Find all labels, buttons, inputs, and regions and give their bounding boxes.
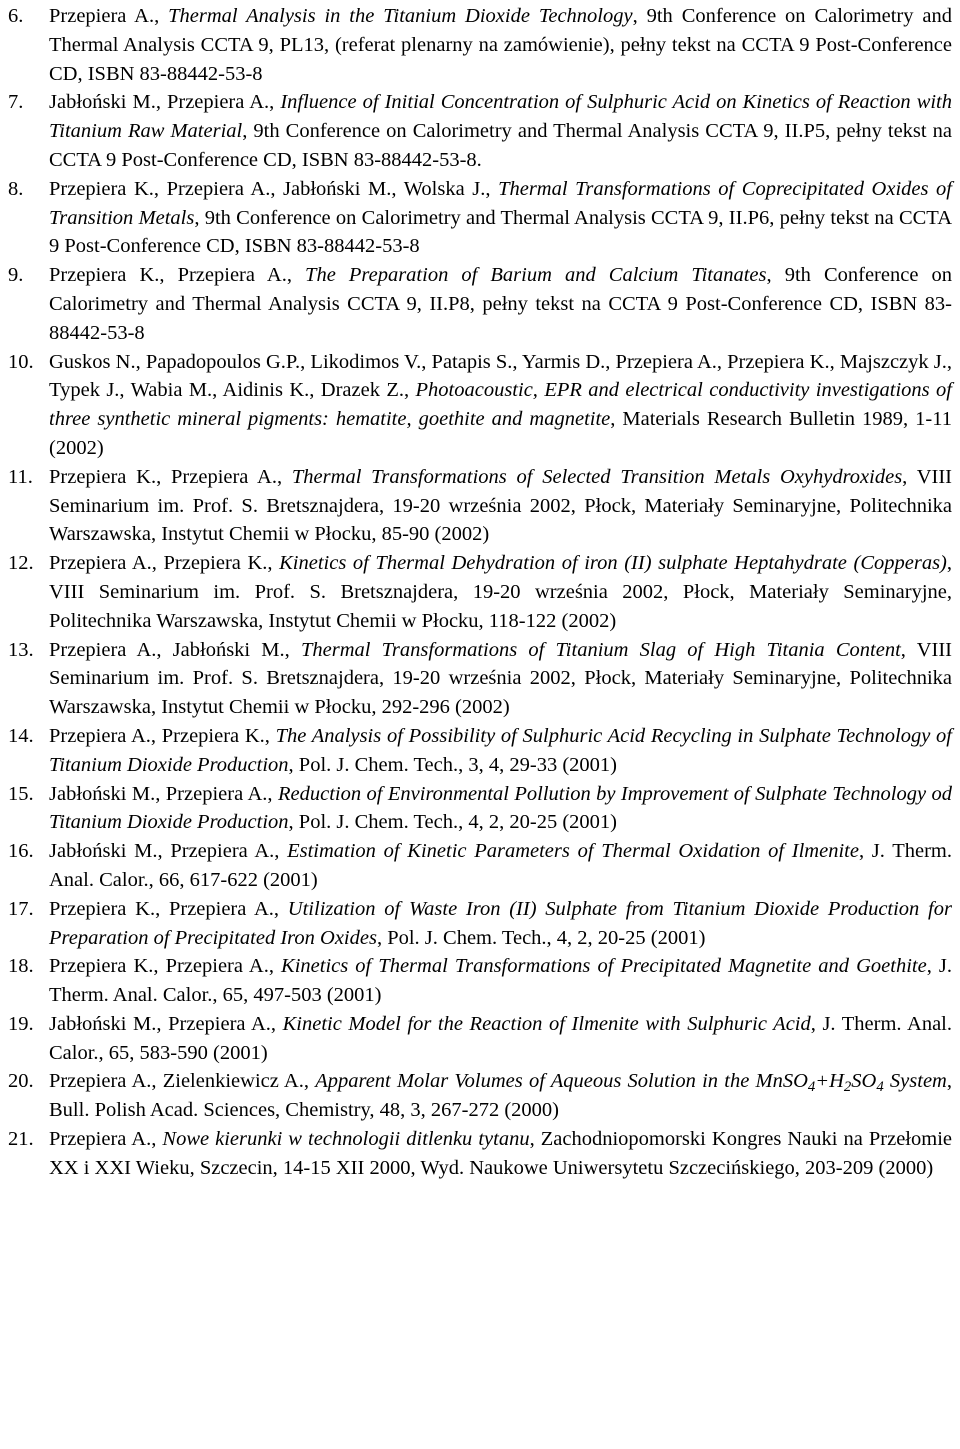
- reference-text: [49, 639, 952, 719]
- reference-title-segment: The Analysis of Possibility of Sulphuric Acid Recycling in Sulphate Technology of Titanium Dioxide Production: [49, 724, 952, 776]
- reference-number: 9.: [8, 264, 24, 287]
- reference-title-segment: Utilization of Waste Iron (II) Sulphate from Titanium Dioxide Production for Preparation of Precipitated Iron Oxides: [49, 897, 952, 949]
- reference-segment: , 9th Conference on Calorimetry and Thermal Analysis CCTA 9, II.P5, pełny tekst na CCTA 9 Post-Conference CD, ISBN 83-88442-53-8.: [49, 120, 952, 171]
- reference-text: [49, 264, 952, 344]
- reference-title-segment: System: [883, 1070, 947, 1093]
- reference-title-segment: Photoacoustic, EPR and electrical conductivity investigations of three synthetic mineral pigments: hematite, goethite and magnetite: [49, 379, 953, 431]
- reference-item: [8, 722, 952, 780]
- reference-number: 10.: [8, 350, 34, 373]
- reference-segment: , Pol. J. Chem. Tech., 3, 4, 29-33 (2001): [288, 753, 617, 776]
- reference-segment: , Pol. J. Chem. Tech., 4, 2, 20-25 (2001): [376, 926, 706, 949]
- reference-segment: Przepiera K., Przepiera A.,: [49, 955, 282, 978]
- reference-text: [49, 5, 952, 85]
- reference-segment: Przepiera A., Przepiera K.,: [49, 724, 276, 747]
- reference-number: 17.: [8, 897, 34, 920]
- reference-title-segment: Apparent Molar Volumes of Aqueous Solution in the MnSO: [315, 1070, 808, 1093]
- reference-segment: , Zachodniopomorski Kongres Nauki na Przełomie XX i XXI Wieku, Szczecin, 14-15 XII 2000, Wyd. Naukowe Uniwersytetu Szczecińskiego, 203-209 (2000): [49, 1128, 952, 1179]
- reference-title-segment: Estimation of Kinetic Parameters of Thermal Oxidation of Ilmenite: [287, 840, 859, 863]
- reference-item: [8, 261, 952, 347]
- reference-segment: , VIII Seminarium im. Prof. S. Bretsznajdera, 19-20 września 2002, Płock, Materiały Seminaryjne, Politechnika Warszawska, Instytut Chemii w Płocku, 118-122 (2002): [49, 552, 952, 632]
- reference-segment: Przepiera K., Przepiera A.,: [49, 465, 292, 488]
- reference-title-segment: Kinetic Model for the Reaction of Ilmenite with Sulphuric Acid: [282, 1012, 811, 1035]
- reference-segment: Jabłoński M., Przepiera A.,: [49, 1012, 283, 1035]
- reference-number: 18.: [8, 955, 34, 978]
- reference-title-segment: Nowe kierunki w technologii ditlenku tytanu: [162, 1128, 530, 1151]
- reference-text: [49, 178, 952, 258]
- reference-item: [8, 88, 952, 174]
- reference-segment: Jabłoński M., Przepiera A.,: [49, 91, 281, 114]
- reference-title-segment: Kinetics of Thermal Transformations of Precipitated Magnetite and Goethite: [281, 955, 927, 978]
- reference-segment: Przepiera K., Przepiera A.,: [49, 897, 288, 920]
- reference-segment: Przepiera A., Przepiera K.,: [49, 552, 280, 575]
- reference-number: 14.: [8, 724, 34, 747]
- reference-title-segment: 4: [876, 1079, 884, 1096]
- reference-segment: Przepiera K., Przepiera A.,: [49, 264, 306, 287]
- reference-item: [8, 348, 952, 463]
- reference-item: [8, 1010, 952, 1068]
- reference-text: [49, 783, 952, 834]
- reference-title-segment: Reduction of Environmental Pollution by Improvement of Sulphate Technology od Titanium Dioxide Production: [49, 782, 952, 834]
- reference-title-segment: Thermal Analysis in the Titanium Dioxide Technology: [168, 5, 633, 27]
- reference-number: 16.: [8, 840, 34, 863]
- reference-number: 8.: [8, 177, 24, 200]
- reference-item: [8, 780, 952, 838]
- reference-title-segment: 4: [807, 1079, 816, 1096]
- reference-title-segment: +H: [815, 1070, 844, 1093]
- reference-title-segment: Kinetics of Thermal Dehydration of iron (II) sulphate Heptahydrate (Copperas): [279, 552, 947, 575]
- reference-text: [49, 725, 952, 776]
- reference-segment: , Pol. J. Chem. Tech., 4, 2, 20-25 (2001): [288, 811, 617, 834]
- reference-item: [8, 636, 952, 722]
- reference-text: [49, 1128, 952, 1179]
- reference-number: 11.: [8, 465, 33, 488]
- reference-segment: Przepiera A., Zielenkiewicz A.,: [49, 1070, 316, 1093]
- reference-title-segment: Influence of Initial Concentration of Sulphuric Acid on Kinetics of Reaction with Titanium Raw Material: [49, 91, 953, 143]
- reference-item: [8, 837, 952, 895]
- reference-list: [8, 2, 952, 1183]
- reference-text: [49, 955, 952, 1006]
- reference-item: [8, 895, 952, 953]
- reference-title-segment: SO: [851, 1070, 877, 1093]
- reference-title-segment: Thermal Transformations of Selected Transition Metals Oxyhydroxides: [291, 465, 903, 488]
- reference-item: [8, 1125, 952, 1183]
- reference-segment: , 9th Conference on Calorimetry and Thermal Analysis CCTA 9, II.P8, pełny tekst na CCTA 9 Post-Conference CD, ISBN 83-88442-53-8: [49, 264, 952, 344]
- reference-segment: Przepiera A.,: [49, 1128, 163, 1151]
- reference-text: [49, 552, 952, 632]
- reference-text: [49, 1013, 952, 1064]
- reference-item: [8, 549, 952, 635]
- reference-segment: , J. Therm. Anal. Calor., 66, 617-622 (2001): [49, 840, 952, 891]
- reference-segment: , Materials Research Bulletin 1989, 1-11 (2002): [49, 408, 952, 459]
- reference-segment: , 9th Conference on Calorimetry and Thermal Analysis CCTA 9, PL13, (referat plenarny na zamówienie), pełny tekst na CCTA 9 Post-Conference CD, ISBN 83-88442-53-8: [49, 5, 952, 85]
- reference-segment: Przepiera K., Przepiera A., Jabłoński M., Wolska J.,: [49, 177, 499, 200]
- reference-number: 13.: [8, 638, 34, 661]
- reference-item: [8, 2, 952, 88]
- reference-number: 7.: [8, 91, 24, 114]
- reference-segment: Jabłoński M., Przepiera A.,: [49, 840, 288, 863]
- reference-number: 6.: [8, 5, 24, 27]
- reference-segment: Przepiera A.,: [49, 5, 169, 27]
- reference-text: [49, 91, 952, 171]
- reference-number: 20.: [8, 1070, 34, 1093]
- reference-number: 19.: [8, 1012, 34, 1035]
- reference-segment: , Bull. Polish Acad. Sciences, Chemistry, 48, 3, 267-272 (2000): [49, 1070, 952, 1122]
- reference-segment: Jabłoński M., Przepiera A.,: [49, 782, 278, 805]
- reference-title-segment: 2: [843, 1079, 852, 1096]
- reference-item: [8, 1067, 952, 1125]
- reference-segment: , 9th Conference on Calorimetry and Thermal Analysis CCTA 9, II.P6, pełny tekst na CCTA 9 Post-Conference CD, ISBN 83-88442-53-8: [49, 206, 952, 258]
- reference-item: [8, 952, 952, 1010]
- reference-segment: , J. Therm. Anal. Calor., 65, 583-590 (2001): [49, 1012, 952, 1064]
- reference-segment: , VIII Seminarium im. Prof. S. Bretsznajdera, 19-20 września 2002, Płock, Materiały Seminaryjne, Politechnika Warszawska, Instytut Chemii w Płocku, 292-296 (2002): [49, 638, 952, 719]
- reference-text: [49, 351, 952, 459]
- reference-title-segment: Thermal Transformations of Coprecipitated Oxides of Transition Metals: [49, 177, 953, 229]
- reference-segment: , J. Therm. Anal. Calor., 65, 497-503 (2001): [49, 955, 952, 1007]
- reference-title-segment: The Preparation of Barium and Calcium Titanates: [305, 264, 767, 287]
- reference-number: 21.: [8, 1128, 34, 1151]
- reference-text: [49, 898, 952, 949]
- reference-number: 15.: [8, 782, 34, 805]
- reference-item: [8, 175, 952, 261]
- reference-segment: Guskos N., Papadopoulos G.P., Likodimos V., Patapis S., Yarmis D., Przepiera A., Przepiera K., Majszczyk J., Typek J., Wabia M., Aidinis K., Drazek Z.,: [49, 350, 952, 402]
- reference-number: 12.: [8, 552, 34, 575]
- reference-text: [49, 1070, 952, 1121]
- reference-item: [8, 463, 952, 549]
- reference-text: [49, 840, 952, 891]
- reference-title-segment: Thermal Transformations of Titanium Slag of High Titania Content: [300, 638, 901, 661]
- reference-text: [49, 466, 952, 546]
- reference-segment: Przepiera A., Jabłoński M.,: [49, 638, 301, 661]
- reference-segment: , VIII Seminarium im. Prof. S. Bretsznajdera, 19-20 września 2002, Płock, Materiały Seminaryjne, Politechnika Warszawska, Instytut Chemii w Płocku, 85-90 (2002): [49, 465, 952, 546]
